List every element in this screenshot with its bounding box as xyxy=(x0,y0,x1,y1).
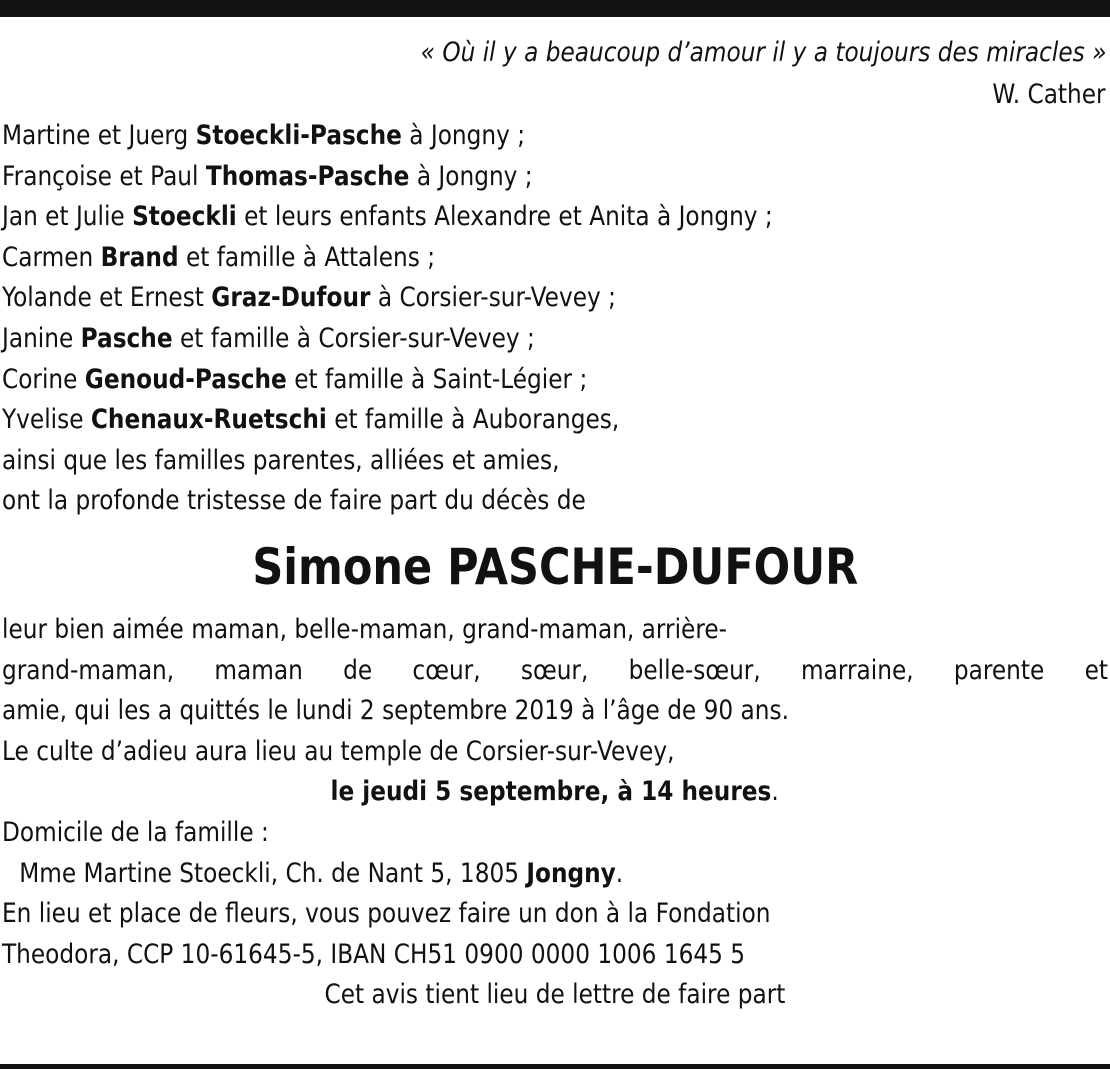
family-name: Pasche xyxy=(80,322,173,354)
domicile-label: Domicile de la famille : xyxy=(2,816,269,848)
family-name: Stoeckli-Pasche xyxy=(195,120,402,151)
closing-line: ainsi que les familles parentes, alliées et amies, xyxy=(2,444,560,476)
deceased-name: Simone PASCHE-DUFOUR xyxy=(252,537,858,596)
mourner-line: Martine et Juerg Stoeckli-Pasche à Jongny ; xyxy=(2,120,526,151)
service-date-line: le jeudi 5 septembre, à 14 heures. xyxy=(330,776,780,808)
mourners-list xyxy=(2,116,1108,522)
family-name: Graz-Dufour xyxy=(211,282,371,314)
family-name: Brand xyxy=(100,241,179,273)
description-line: leur bien aimée maman, belle-maman, grand-maman, arrière- xyxy=(2,613,728,645)
epigraph-quote: « Où il y a beaucoup d’amour il y a toujours des miracles » xyxy=(420,37,1106,68)
description-line: amie, qui les a quittés le lundi 2 septembre 2019 à l’âge de 90 ans. xyxy=(2,695,789,727)
description-block xyxy=(2,610,1108,732)
donation-line: En lieu et place de fleurs, vous pouvez faire un don à la Fondation xyxy=(2,898,771,930)
service-intro: Le culte d’adieu aura lieu au temple de Corsier-sur-Vevey, xyxy=(2,735,675,767)
mourner-line: Yolande et Ernest Graz-Dufour à Corsier-sur-Vevey ; xyxy=(2,282,616,314)
obituary-notice xyxy=(2,32,1108,1016)
mourner-line: Carmen Brand et famille à Attalens ; xyxy=(2,241,436,273)
top-rule xyxy=(0,0,1110,17)
description-line-justified: grand-maman, maman de cœur, sœur, belle-sœur, marraine, parente et xyxy=(2,654,1108,686)
mourner-line: Corine Genoud-Pasche et famille à Saint-Légier ; xyxy=(2,363,588,395)
domicile-block xyxy=(2,813,1108,894)
family-name: Stoeckli xyxy=(132,201,237,233)
mourner-line: Françoise et Paul Thomas-Pasche à Jongny ; xyxy=(2,160,533,192)
bottom-rule xyxy=(0,1064,1110,1069)
family-name: Genoud-Pasche xyxy=(84,363,287,395)
service-block xyxy=(2,732,1108,813)
closing-line: ont la profonde tristesse de faire part du décès de xyxy=(2,485,586,517)
epigraph xyxy=(2,32,1108,116)
footer-note: Cet avis tient lieu de lettre de faire part xyxy=(324,979,786,1011)
mourner-line: Yvelise Chenaux-Ruetschi et famille à Auboranges, xyxy=(2,404,620,436)
mourner-line: Janine Pasche et famille à Corsier-sur-Vevey ; xyxy=(2,322,535,354)
epigraph-author: W. Cather xyxy=(992,79,1106,110)
service-date: le jeudi 5 septembre, à 14 heures xyxy=(330,776,772,808)
family-name: Chenaux-Ruetschi xyxy=(90,404,327,436)
domicile-address: Mme Martine Stoeckli, Ch. de Nant 5, 1805 Jongny. xyxy=(19,857,624,889)
mourner-line: Jan et Julie Stoeckli et leurs enfants Alexandre et Anita à Jongny ; xyxy=(2,201,773,233)
family-name: Thomas-Pasche xyxy=(205,160,410,192)
donation-block xyxy=(2,894,1108,975)
donation-line: Theodora, CCP 10-61645-5, IBAN CH51 0900 0000 1006 1645 5 xyxy=(2,938,746,970)
domicile-town: Jongny xyxy=(526,857,616,889)
